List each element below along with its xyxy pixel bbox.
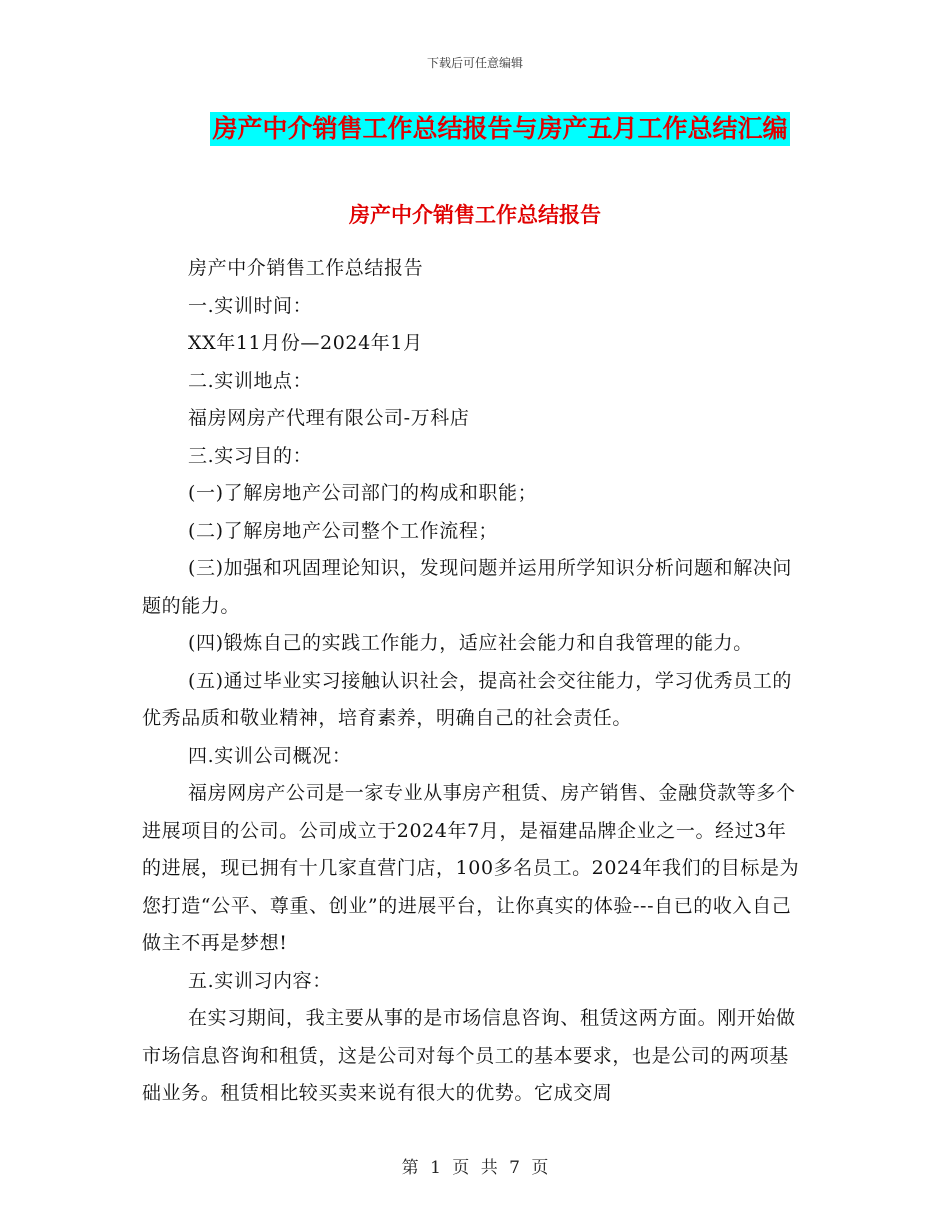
paragraph: (五)通过毕业实习接触认识社会，提高社会交往能力，学习优秀员工的优秀品质和敬业精神，培育素养，明确自己的社会责任。 [142, 669, 793, 729]
main-title-wrap [0, 112, 950, 146]
paragraph: 四.实训公司概况： [188, 744, 352, 767]
paragraph: 福房网房产公司是一家专业从事房产租赁、房产销售、金融贷款等多个进展项目的公司。公司成立于2024年7月，是福建品牌企业之一。经过3年的进展，现已拥有十几家直营门店，100多名员工。2024年我们的目标是为您打造“公平、尊重、创业”的进展平台，让你真实的体验---自已的收入自己做主不再是梦想! [142, 782, 800, 954]
paragraph: XX年11月份—2024年1月 [188, 332, 423, 354]
paragraph: 一.实训时间： [188, 294, 313, 317]
paragraph: (一)了解房地产公司部门的构成和职能； [188, 482, 538, 504]
paragraph: 五.实训习内容： [188, 969, 332, 992]
paragraph: (三)加强和巩固理论知识，发现问题并运用所学知识分析问题和解决问题的能力。 [142, 557, 793, 617]
header-note: 下载后可任意编辑 [426, 56, 523, 70]
paragraph: 福房网房产代理有限公司-万科店 [188, 407, 470, 429]
paragraph: (四)锻炼自己的实践工作能力，适应社会能力和自我管理的能力。 [188, 632, 753, 654]
body-content [142, 250, 802, 1113]
paragraph: (二)了解房地产公司整个工作流程； [188, 519, 499, 542]
paragraph: 三.实习目的： [188, 444, 313, 467]
paragraph: 在实习期间，我主要从事的是市场信息咨询、租赁这两方面。刚开始做市场信息咨询和租赁，这是公司对每个员工的基本要求，也是公司的两项基础业务。租赁相比较买卖来说有很大的优势。它成交周 [142, 1007, 796, 1104]
section-title: 房产中介销售工作总结报告 [349, 202, 601, 227]
main-title: 房产中介销售工作总结报告与房产五月工作总结汇编 [210, 112, 789, 146]
paragraph: 二.实训地点： [188, 369, 313, 392]
paragraph: 房产中介销售工作总结报告 [188, 257, 424, 279]
page-footer: 第 1 页 共 7 页 [401, 1158, 549, 1178]
